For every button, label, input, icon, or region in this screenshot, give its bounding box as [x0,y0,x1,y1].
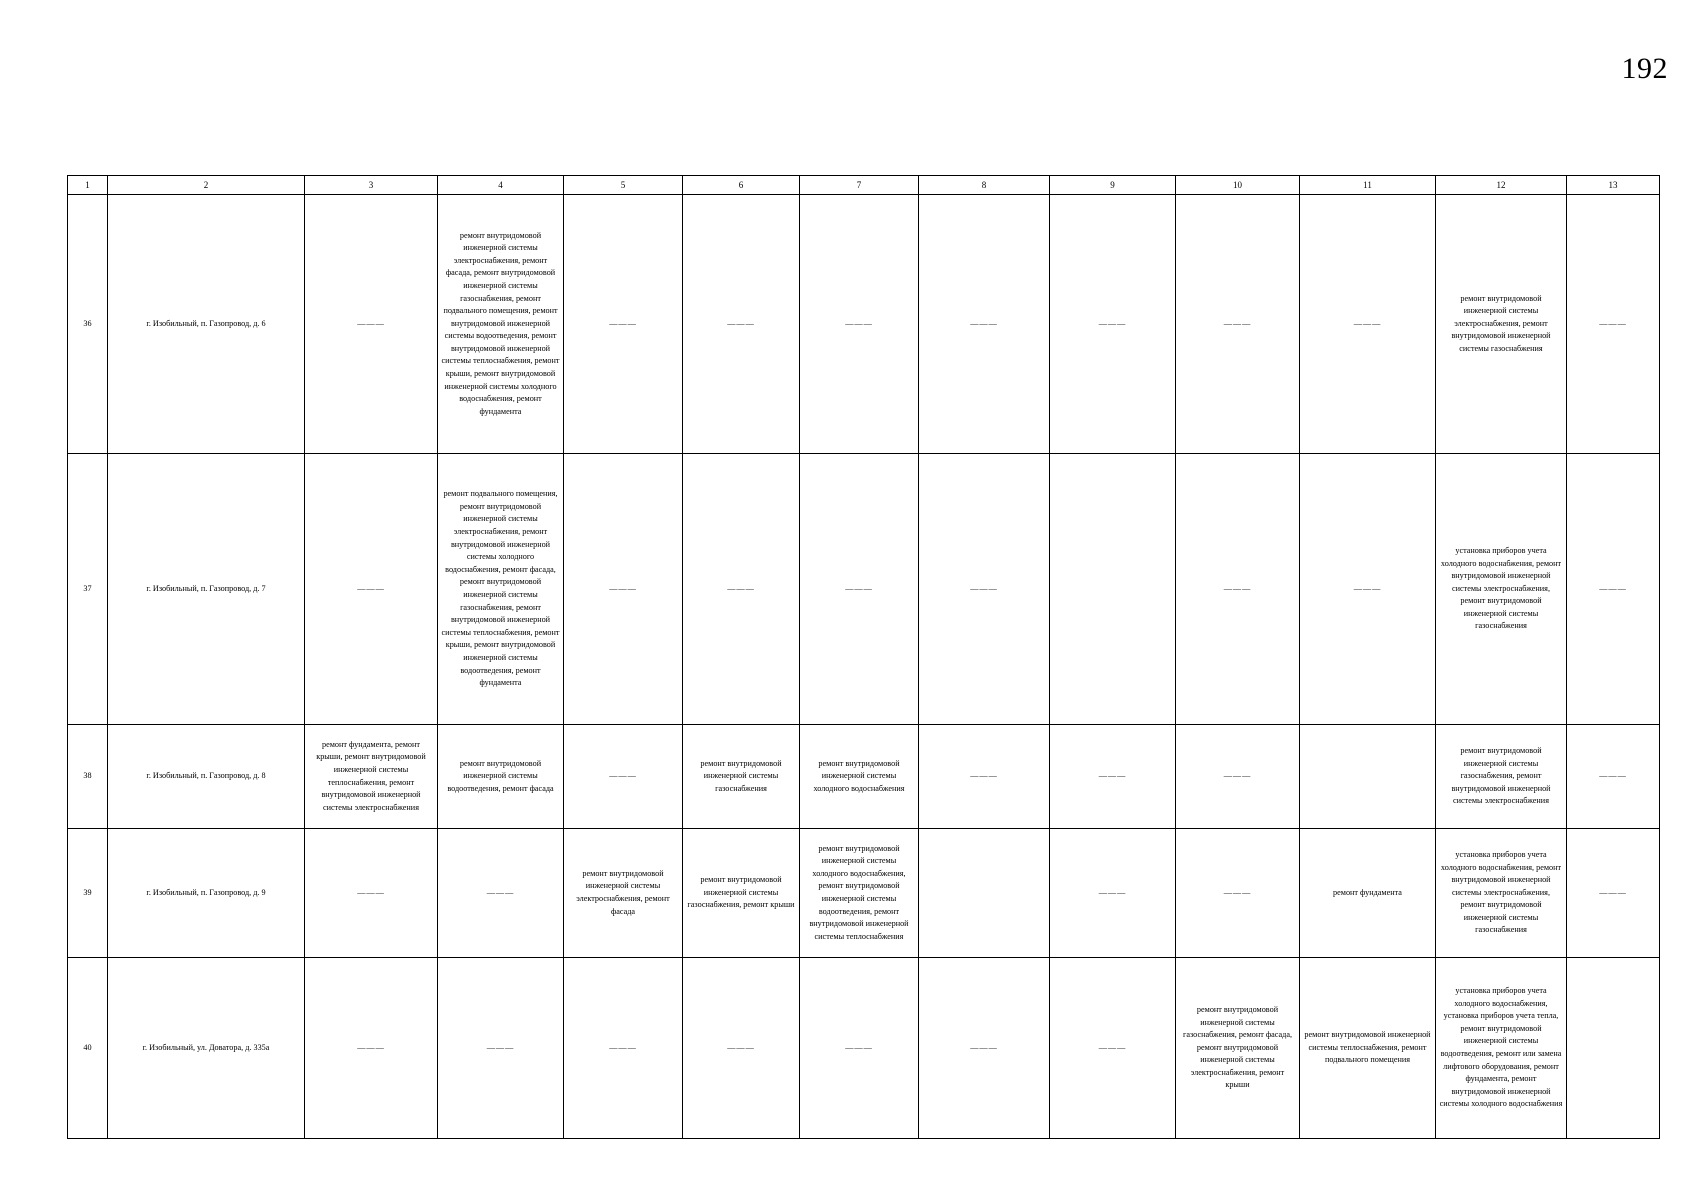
address-cell: г. Изобильный, п. Газопровод, д. 8 [108,725,305,829]
table-row [68,725,1660,829]
table-cell: ——— [1050,958,1176,1139]
table-cell: ——— [1567,454,1660,725]
table-cell [919,829,1050,958]
column-header: 10 [1176,176,1300,195]
column-header: 12 [1436,176,1567,195]
table-cell: ——— [919,454,1050,725]
table-cell: ремонт внутридомовой инженерной системы электроснабжения, ремонт фасада [564,829,683,958]
table-row [68,958,1660,1139]
table-cell: ——— [919,195,1050,454]
table-cell: ——— [1567,725,1660,829]
table-cell: ——— [1176,454,1300,725]
table-cell: ——— [1176,725,1300,829]
column-header: 5 [564,176,683,195]
table-cell: ——— [305,195,438,454]
address-cell: г. Изобильный, п. Газопровод, д. 7 [108,454,305,725]
column-header: 6 [683,176,800,195]
table-cell: ремонт фундамента, ремонт крыши, ремонт внутридомовой инженерной системы теплоснабжения, ремонт внутридомовой инженерной системы электроснабжения [305,725,438,829]
table-cell: ремонт внутридомовой инженерной системы электроснабжения, ремонт внутридомовой инженерной системы газоснабжения [1436,195,1567,454]
column-header: 9 [1050,176,1176,195]
table-cell: ——— [564,195,683,454]
table-cell: ——— [1050,829,1176,958]
column-header: 7 [800,176,919,195]
table-row [68,454,1660,725]
column-number-row [68,176,1660,195]
table-cell: ——— [1300,454,1436,725]
address-cell: г. Изобильный, ул. Доватора, д. 335а [108,958,305,1139]
table-cell: ——— [1050,195,1176,454]
table-cell: ——— [564,454,683,725]
table-cell: ——— [305,958,438,1139]
table-cell: ремонт внутридомовой инженерной системы теплоснабжения, ремонт подвального помещения [1300,958,1436,1139]
table-cell: ремонт фундамента [1300,829,1436,958]
table-cell: ремонт внутридомовой инженерной системы газоснабжения, ремонт фасада, ремонт внутридомовой инженерной системы электроснабжения, ремонт крыши [1176,958,1300,1139]
table-cell: ——— [1567,829,1660,958]
table-cell: ——— [683,195,800,454]
table-cell: ——— [1176,195,1300,454]
table-cell: ——— [683,958,800,1139]
table-cell [1050,454,1176,725]
column-header: 1 [68,176,108,195]
address-cell: г. Изобильный, п. Газопровод, д. 6 [108,195,305,454]
table-cell: ремонт внутридомовой инженерной системы холодного водоснабжения [800,725,919,829]
table-cell: ——— [683,454,800,725]
table-row [68,195,1660,454]
table-cell: установка приборов учета холодного водоснабжения, ремонт внутридомовой инженерной системы электроснабжения, ремонт внутридомовой инженерной системы газоснабжения [1436,454,1567,725]
table-cell: ——— [800,195,919,454]
table-row [68,829,1660,958]
column-header: 11 [1300,176,1436,195]
table-cell: ремонт внутридомовой инженерной системы газоснабжения [683,725,800,829]
table-cell: ——— [919,958,1050,1139]
table-cell: ——— [800,454,919,725]
table-cell: ——— [800,958,919,1139]
column-header: 4 [438,176,564,195]
row-number: 40 [68,958,108,1139]
table-cell: ——— [564,958,683,1139]
table-cell: ——— [1300,195,1436,454]
table-cell: ремонт внутридомовой инженерной системы газоснабжения, ремонт крыши [683,829,800,958]
row-number: 36 [68,195,108,454]
table-cell [1300,725,1436,829]
row-number: 38 [68,725,108,829]
column-header: 2 [108,176,305,195]
table-cell: установка приборов учета холодного водоснабжения, установка приборов учета тепла, ремонт внутридомовой инженерной системы водоотведения, ремонт или замена лифтового оборудования, ремонт фундамента, ремонт внутридомовой инженерной системы холодного водоснабжения [1436,958,1567,1139]
table-cell: ——— [1050,725,1176,829]
row-number: 39 [68,829,108,958]
column-header: 8 [919,176,1050,195]
table-cell: ремонт внутридомовой инженерной системы водоотведения, ремонт фасада [438,725,564,829]
column-header: 3 [305,176,438,195]
table-cell: ремонт внутридомовой инженерной системы электроснабжения, ремонт фасада, ремонт внутридомовой инженерной системы газоснабжения, ремонт подвального помещения, ремонт внутридомовой инженерной системы водоотведения, ремонт внутридомовой инженерной системы теплоснабжения, ремонт крыши, ремонт внутридомовой инженерной системы холодного водоснабжения, ремонт фундамента [438,195,564,454]
table-cell: ——— [438,829,564,958]
page-number: 192 [1621,52,1668,85]
address-cell: г. Изобильный, п. Газопровод, д. 9 [108,829,305,958]
repair-schedule-table [67,175,1660,1139]
table-cell: ремонт внутридомовой инженерной системы холодного водоснабжения, ремонт внутридомовой инженерной системы водоотведения, ремонт внутридомовой инженерной системы теплоснабжения [800,829,919,958]
table-cell: установка приборов учета холодного водоснабжения, ремонт внутридомовой инженерной системы электроснабжения, ремонт внутридомовой инженерной системы газоснабжения [1436,829,1567,958]
table-cell: ——— [305,829,438,958]
table-cell: ——— [919,725,1050,829]
table-cell: ——— [1176,829,1300,958]
table-cell: ——— [438,958,564,1139]
table-cell: ——— [305,454,438,725]
table-cell: ——— [1567,195,1660,454]
column-header: 13 [1567,176,1660,195]
table-cell: ремонт подвального помещения, ремонт внутридомовой инженерной системы электроснабжения, ремонт внутридомовой инженерной системы холодного водоснабжения, ремонт фасада, ремонт внутридомовой инженерной системы газоснабжения, ремонт внутридомовой инженерной системы теплоснабжения, ремонт крыши, ремонт внутридомовой инженерной системы водоотведения, ремонт фундамента [438,454,564,725]
table-cell [1567,958,1660,1139]
table-cell: ——— [564,725,683,829]
row-number: 37 [68,454,108,725]
table-cell: ремонт внутридомовой инженерной системы газоснабжения, ремонт внутридомовой инженерной системы электроснабжения [1436,725,1567,829]
